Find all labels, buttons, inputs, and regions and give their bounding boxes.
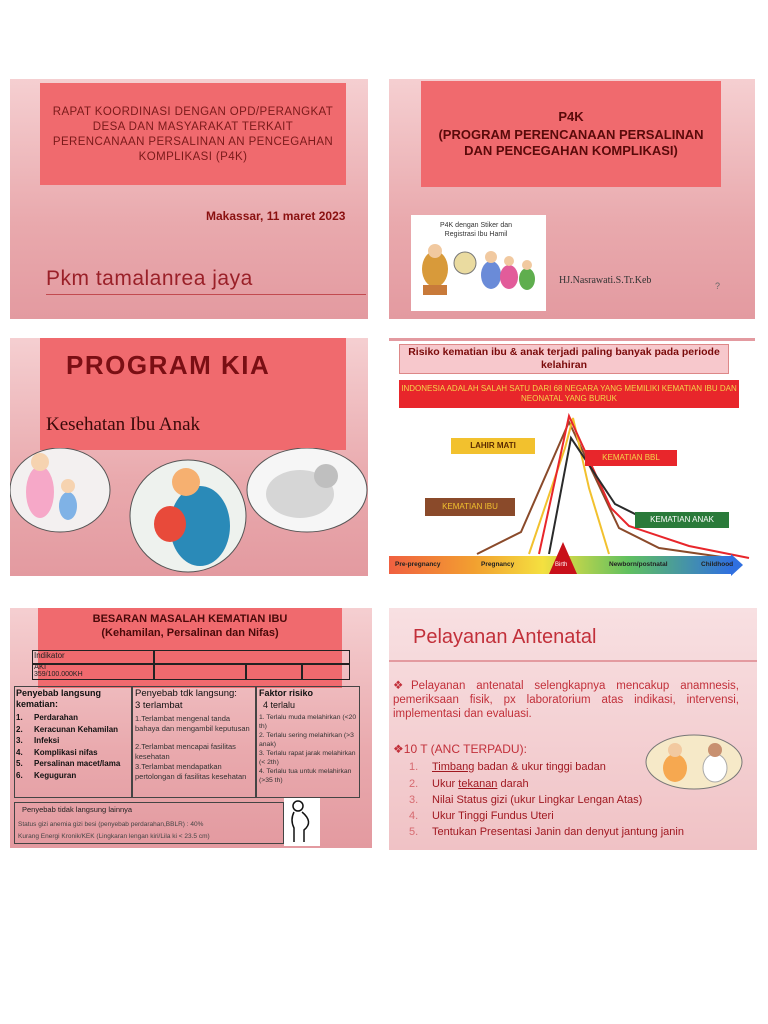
corner-mark: ? xyxy=(715,281,721,291)
slide-rapat-koordinasi xyxy=(10,79,368,319)
label-lahir-mati: LAHIR MATI xyxy=(451,438,535,454)
list-item: 2. Keracunan Kehamilan xyxy=(16,724,119,734)
col3-item-2: 2. Terlalu sering melahirkan (>3 anak) xyxy=(259,732,354,748)
title-rule xyxy=(389,660,757,662)
title-long: (PROGRAM PERENCANAAN PERSALINAN DAN PENCEGAHAN KOMPLIKASI) xyxy=(438,127,704,158)
diamond-bullet-icon: ❖ xyxy=(393,680,411,692)
banner-text: INDONESIA ADALAH SALAH SATU DARI 68 NEGARA YANG MEMILIKI KEMATIAN IBU DAN NEONATAL YANG BURUK xyxy=(401,384,737,403)
title-box xyxy=(421,81,721,187)
col3-subheading: 4 terlalu xyxy=(263,700,296,710)
header-text: Risiko kematian ibu & anak terjadi paling banyak pada periode kelahiran xyxy=(408,346,720,371)
col3-heading: Faktor risiko xyxy=(259,688,314,698)
antenatal-checkup-illustration xyxy=(645,734,743,790)
list-item-2: 2. Ukur tekanan darah xyxy=(409,778,529,790)
slide-besaran-masalah xyxy=(10,608,372,848)
timeline-birth: Birth xyxy=(555,562,568,568)
col3-item-3: 3. Terlalu rapat jarak melahirkan (< 2th) xyxy=(259,750,356,766)
image-caption: P4K dengan Stiker dan Registrasi Ibu Hamil xyxy=(440,222,512,238)
col2-subheading: 3 terlambat xyxy=(135,700,183,711)
bottom-heading: Penyebab tidak langsung lainnya xyxy=(22,805,133,814)
slide-pelayanan-antenatal xyxy=(389,608,757,850)
list-item: 1. Perdarahan xyxy=(16,713,79,722)
col1-list xyxy=(16,712,130,781)
col3-item-1: 1. Terlalu muda melahirkan (<20 th) xyxy=(259,714,357,730)
label-kematian-ibu: KEMATIAN IBU xyxy=(425,498,515,516)
slide-risiko-kematian xyxy=(389,338,755,576)
p4k-sticker-image xyxy=(411,215,546,311)
sub-heading-text: 10 T (ANC TERPADU): xyxy=(403,742,527,756)
slide-title: PROGRAM KIA xyxy=(66,350,271,380)
list-item-4: 4. Ukur Tinggi Fundus Uteri xyxy=(409,810,554,822)
list-item-1: 1. Timbang badan & ukur tinggi badan xyxy=(409,761,606,773)
mother-child-illustrations xyxy=(10,448,368,576)
table-indikator: Indikator xyxy=(34,651,65,660)
slide-title: Pelayanan Antenatal xyxy=(413,626,597,648)
banner-box xyxy=(399,380,739,408)
col2-heading: Penyebab tdk langsung: xyxy=(135,688,237,699)
title-line1: BESARAN MASALAH KEMATIAN IBU xyxy=(92,613,288,625)
list-item: 4. Komplikasi nifas xyxy=(16,747,98,757)
col2-item-2: 2.Terlambat mencapai fasilitas kesehatan xyxy=(135,742,236,761)
header-box xyxy=(399,344,729,374)
risk-curve-chart xyxy=(389,408,755,576)
col2-item-3: 3.Terlambat mendapatkan pertolongan di fasilitas kesehatan xyxy=(135,762,247,781)
top-rule xyxy=(389,338,755,341)
title-short: P4K xyxy=(558,109,584,124)
timeline-pre-pregnancy: Pre-pregnancy xyxy=(395,561,441,568)
col1-heading: Penyebab langsung kematian: xyxy=(16,688,102,709)
label-kematian-bbl: KEMATIAN BBL xyxy=(585,450,677,466)
slide-program-kia xyxy=(10,338,368,576)
list-item-3: 3. Nilai Status gizi (ukur Lingkar Lengan Atas) xyxy=(409,794,643,806)
family-illustration xyxy=(413,241,543,307)
pregnant-woman-icon xyxy=(284,798,320,846)
list-item: 3. Infeksi xyxy=(16,736,60,745)
paragraph-text: Pelayanan antenatal selengkapnya mencakup anamnesis, pemeriksaan fisik, px laboratorium atas indikasi, intervensi, implementasi dan evaluasi. xyxy=(393,680,739,720)
slide-title: RAPAT KOORDINASI DENGAN OPD/PERANGKAT DESA DAN MASYARAKAT TERKAIT PERENCANAAN PERSALINAN AN PENCEGAHAN KOMPLIKASI (P4K) xyxy=(52,106,334,163)
slide-subtitle: Kesehatan Ibu Anak xyxy=(46,414,201,435)
label-kematian-anak: KEMATIAN ANAK xyxy=(635,512,729,528)
sub-heading xyxy=(393,742,527,756)
slide-p4k xyxy=(389,79,755,319)
timeline-pregnancy: Pregnancy xyxy=(481,561,515,568)
author: HJ.Nasrawati.S.Tr.Keb xyxy=(559,275,652,286)
table-aki-value: 359/100.000KH xyxy=(34,671,83,678)
bottom-line2: Kurang Energi Kronik/KEK (Lingkaran lengan kiri/Lila ki < 23.5 cm) xyxy=(18,833,210,840)
list-item-5: 5. Tentukan Presentasi Janin dan denyut jantung janin xyxy=(409,826,684,838)
footer-underline xyxy=(46,294,366,295)
list-item: 5. Persalinan macet/lama xyxy=(16,759,121,768)
slide-footer: Pkm tamalanrea jaya xyxy=(46,267,253,290)
timeline-newborn: Newborn/postnatal xyxy=(609,561,668,568)
col2-item-1: 1.Terlambat mengenal tanda bahaya dan mengambil keputusan xyxy=(135,714,250,733)
title-line2: (Kehamilan, Persalinan dan Nifas) xyxy=(101,627,279,639)
timeline-childhood: Childhood xyxy=(701,561,734,568)
slide-date: Makassar, 11 maret 2023 xyxy=(206,209,346,223)
bottom-line1: Status gizi anemia gizi besi (penyebab perdarahan,BBLR) : 40% xyxy=(18,821,204,828)
table-aki: AKI xyxy=(34,662,47,671)
paragraph xyxy=(393,679,739,721)
diamond-bullet-icon: ❖ xyxy=(393,742,404,756)
list-item: 6. Keguguran xyxy=(16,770,77,780)
col3-item-4: 4. Terlalu tua untuk melahirkan (>35 th) xyxy=(259,768,352,784)
title-box xyxy=(40,83,346,185)
